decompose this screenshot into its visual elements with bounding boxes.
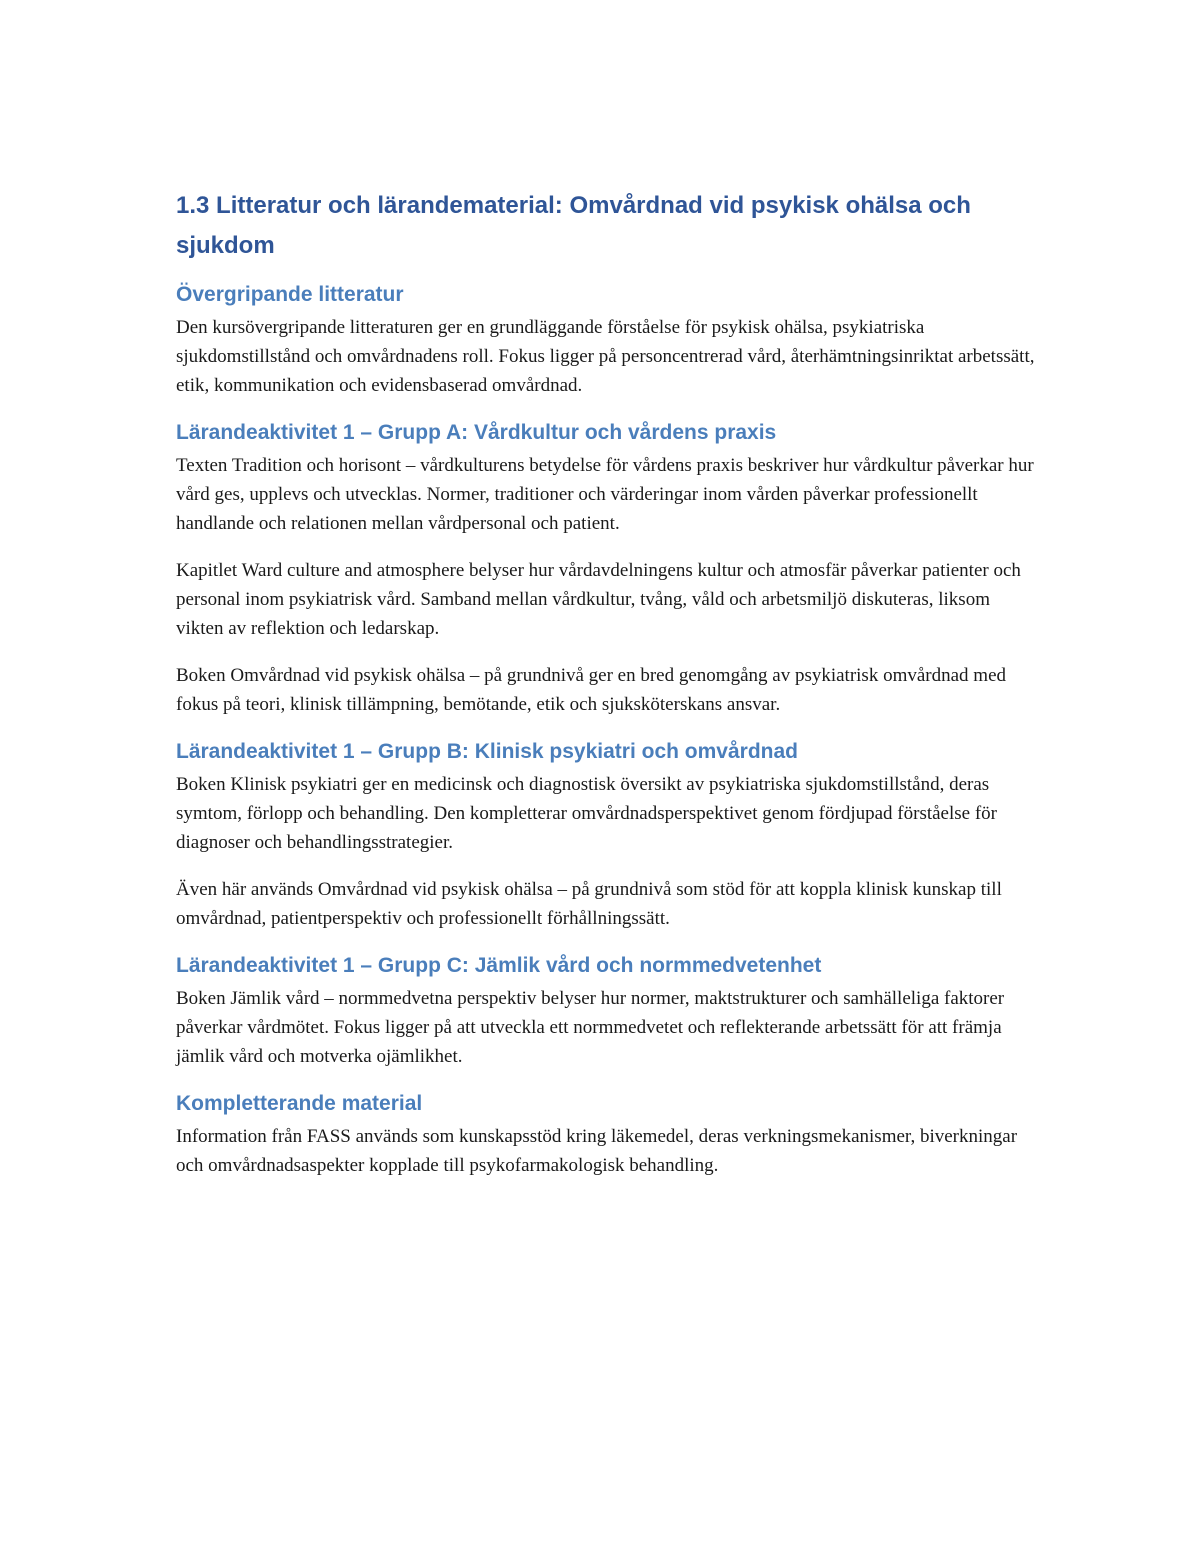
paragraph: Boken Jämlik vård – normmedvetna perspektiv belyser hur normer, maktstrukturer och samhälleliga faktorer påverkar vårdmötet. Fokus ligger på att utveckla ett normmedvetet och reflekterande arbetssätt för att främja jämlik vård och motverka ojämlikhet. xyxy=(176,988,1005,1067)
document-page xyxy=(176,186,1036,1198)
paragraph: Boken Omvårdnad vid psykisk ohälsa – på grundnivå ger en bred genomgång av psykiatrisk omvårdnad med fokus på teori, klinisk tillämpning, bemötande, etik och sjuksköterskans ansvar. xyxy=(176,665,1007,715)
section-grupp-c xyxy=(176,951,1036,1071)
section-heading: Lärandeaktivitet 1 – Grupp B: Klinisk psykiatri och omvårdnad xyxy=(176,740,799,763)
paragraph: Även här används Omvårdnad vid psykisk ohälsa – på grundnivå som stöd för att koppla klinisk kunskap till omvårdnad, patientperspektiv och professionellt förhållningssätt. xyxy=(176,879,1002,929)
document-title: 1.3 Litteratur och lärandematerial: Omvårdnad vid psykisk ohälsa och sjukdom xyxy=(176,192,971,259)
paragraph: Kapitlet Ward culture and atmosphere belyser hur vårdavdelningens kultur och atmosfär påverkar patienter och personal inom psykiatrisk vård. Samband mellan vårdkultur, tvång, våld och arbetsmiljö diskuteras, liksom vikten av reflektion och ledarskap. xyxy=(176,560,1021,639)
section-heading: Övergripande litteratur xyxy=(176,283,404,306)
paragraph: Information från FASS används som kunskapsstöd kring läkemedel, deras verkningsmekanismer, biverkningar och omvårdnadsaspekter kopplade till psykofarmakologisk behandling. xyxy=(176,1126,1018,1176)
section-heading: Kompletterande material xyxy=(176,1092,423,1115)
section-grupp-b xyxy=(176,737,1036,933)
section-overgripande xyxy=(176,280,1036,400)
section-grupp-a xyxy=(176,418,1036,719)
section-heading: Lärandeaktivitet 1 – Grupp A: Vårdkultur och vårdens praxis xyxy=(176,421,777,444)
paragraph: Den kursövergripande litteraturen ger en grundläggande förståelse för psykisk ohälsa, psykiatriska sjukdomstillstånd och omvårdnadens roll. Fokus ligger på personcentrerad vård, återhämtningsinriktat arbetssätt, etik, kommunikation och evidensbaserad omvårdnad. xyxy=(176,317,1035,396)
section-kompletterande xyxy=(176,1089,1036,1180)
section-heading: Lärandeaktivitet 1 – Grupp C: Jämlik vård och normmedvetenhet xyxy=(176,954,822,977)
paragraph: Texten Tradition och horisont – vårdkulturens betydelse för vårdens praxis beskriver hur vårdkultur påverkar hur vård ges, upplevs och utvecklas. Normer, traditioner och värderingar inom vården påverkar professionellt handlande och relationen mellan vårdpersonal och patient. xyxy=(176,455,1034,534)
paragraph: Boken Klinisk psykiatri ger en medicinsk och diagnostisk översikt av psykiatriska sjukdomstillstånd, deras symtom, förlopp och behandling. Den kompletterar omvårdnadsperspektivet genom fördjupad förståelse för diagnoser och behandlingsstrategier. xyxy=(176,774,997,853)
